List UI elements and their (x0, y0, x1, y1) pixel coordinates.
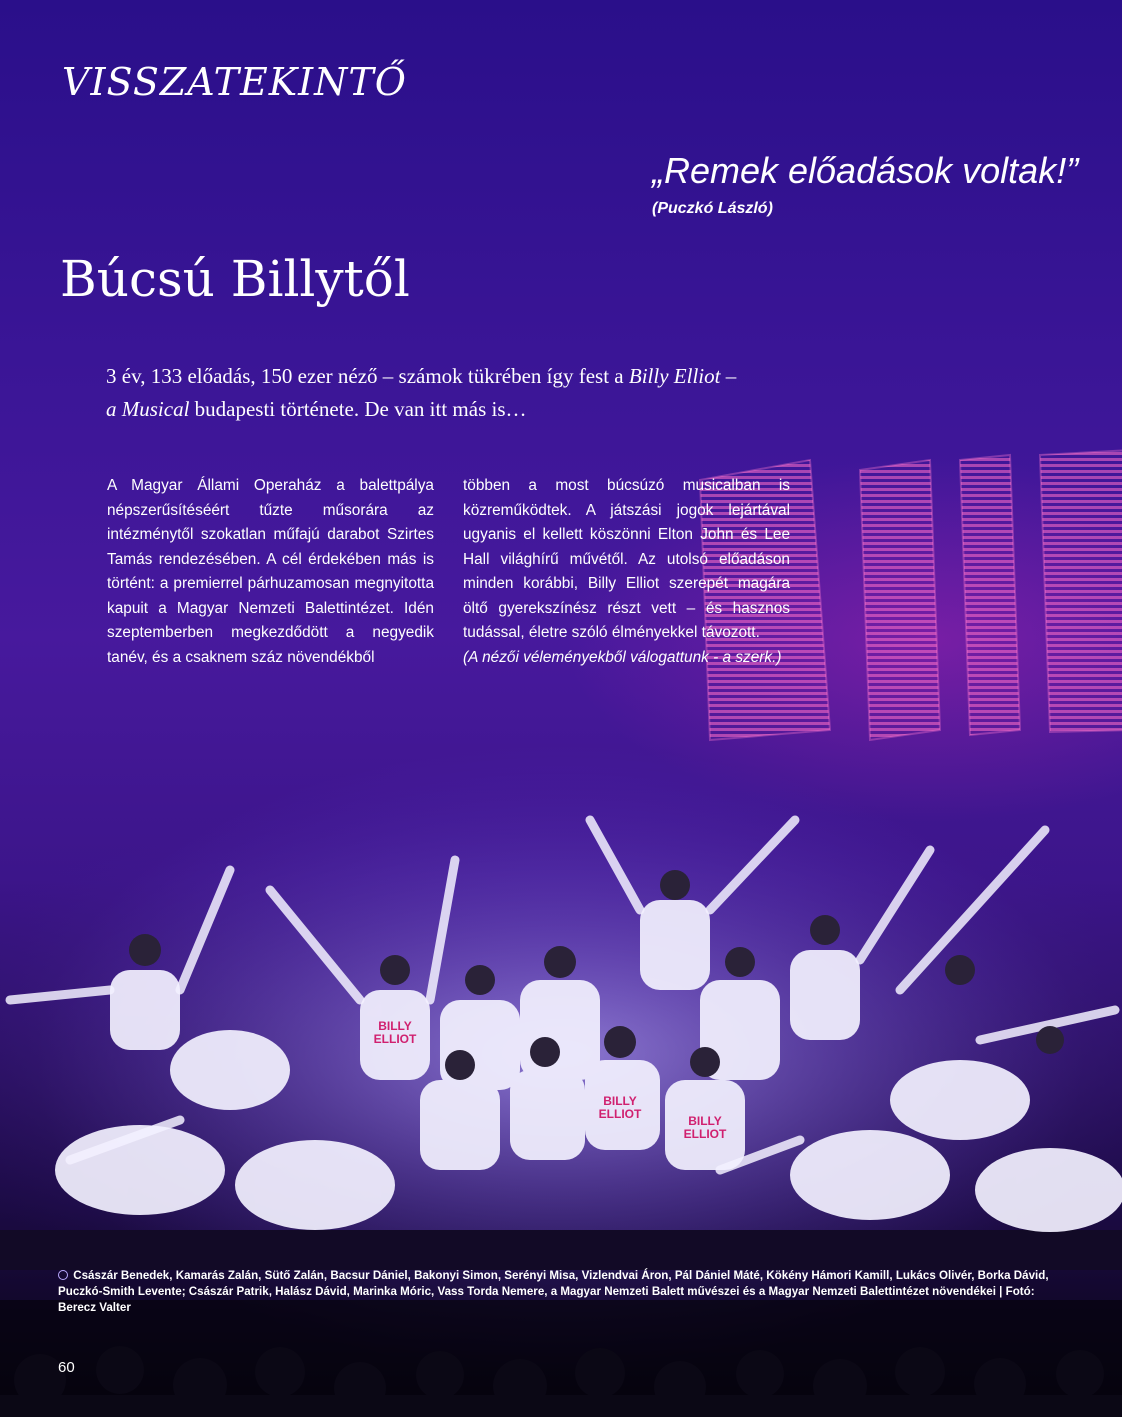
lead-text-2: budapesti története. De van itt más is… (189, 397, 527, 421)
article-column-left (107, 474, 434, 670)
section-label: VISSZATEKINTŐ (62, 60, 407, 104)
column-left-text: A Magyar Állami Operaház a balettpálya népszerűsítéséért tűzte műsorára az intézménytől szokatlan műfajú darabot Szirtes Tamás rendezésében. A cél érdekében más is történt: a premierrel párhuzamosan megnyitotta kapuit a Magyar Nemzeti Balettintézet. Idén szeptemberben megkezdődött a negyedik tanév, és a csaknem száz növendékből (107, 477, 434, 666)
article-title: Búcsú Billytől (60, 250, 410, 308)
editor-note: (A nézői véleményekből válogattunk - a szerk.) (463, 648, 782, 666)
caption-text: Császár Benedek, Kamarás Zalán, Sütő Zalán, Bacsur Dániel, Bakonyi Simon, Serényi Misa, Vizlendvai Áron, Pál Dániel Máté, Kökény Hámori Kamill, Lukács Olivér, Borka Dávid, Puczkó-Smith Levente; Császár Patrik, Halász Dávid, Marinka Móric, Vass Torda Nemere, a Magyar Nemzeti Balett művészei és a Magyar Nemzeti Balettintézet növendékei | Fotó: Berecz Valter (58, 1269, 1049, 1314)
quote-author: (Puczkó László) (652, 200, 773, 217)
column-right-text: többen a most búcsúzó musicalban is közreműködtek. A játszási jogok lejártával ugyanis el kellett köszönni Elton John és Lee Hall világhírű művétől. Az utolsó előadáson minden korábbi, Billy Elliot szerepét magára öltő gyerekszínész részt vett – és hasznos tudással, életre szóló élményekkel távozott. (463, 477, 790, 641)
shirt-logo-line1: BILLY (378, 1019, 412, 1033)
lead-italic-2: a Musical (106, 397, 190, 421)
article-column-right (463, 474, 790, 670)
quote-text: „Remek előadások voltak!” (652, 150, 1079, 191)
shirt-logo-line2: ELLIOT (683, 1127, 727, 1141)
stage-photo (0, 790, 1122, 1270)
shirt-logo-line2: ELLIOT (373, 1032, 417, 1046)
shirt-logo-line1: BILLY (603, 1094, 637, 1108)
photo-caption (58, 1268, 1058, 1316)
article-lead (106, 360, 826, 426)
shirt-logo-line2: ELLIOT (598, 1107, 642, 1121)
shirt-logo-line1: BILLY (688, 1114, 722, 1128)
pull-quote (652, 150, 1092, 218)
lead-text-1: 3 év, 133 előadás, 150 ezer néző – számok tükrében így fest a (106, 364, 629, 388)
caption-bullet-icon (58, 1270, 68, 1280)
page-number: 60 (58, 1359, 75, 1376)
lead-italic-1: Billy Elliot – (628, 364, 737, 388)
